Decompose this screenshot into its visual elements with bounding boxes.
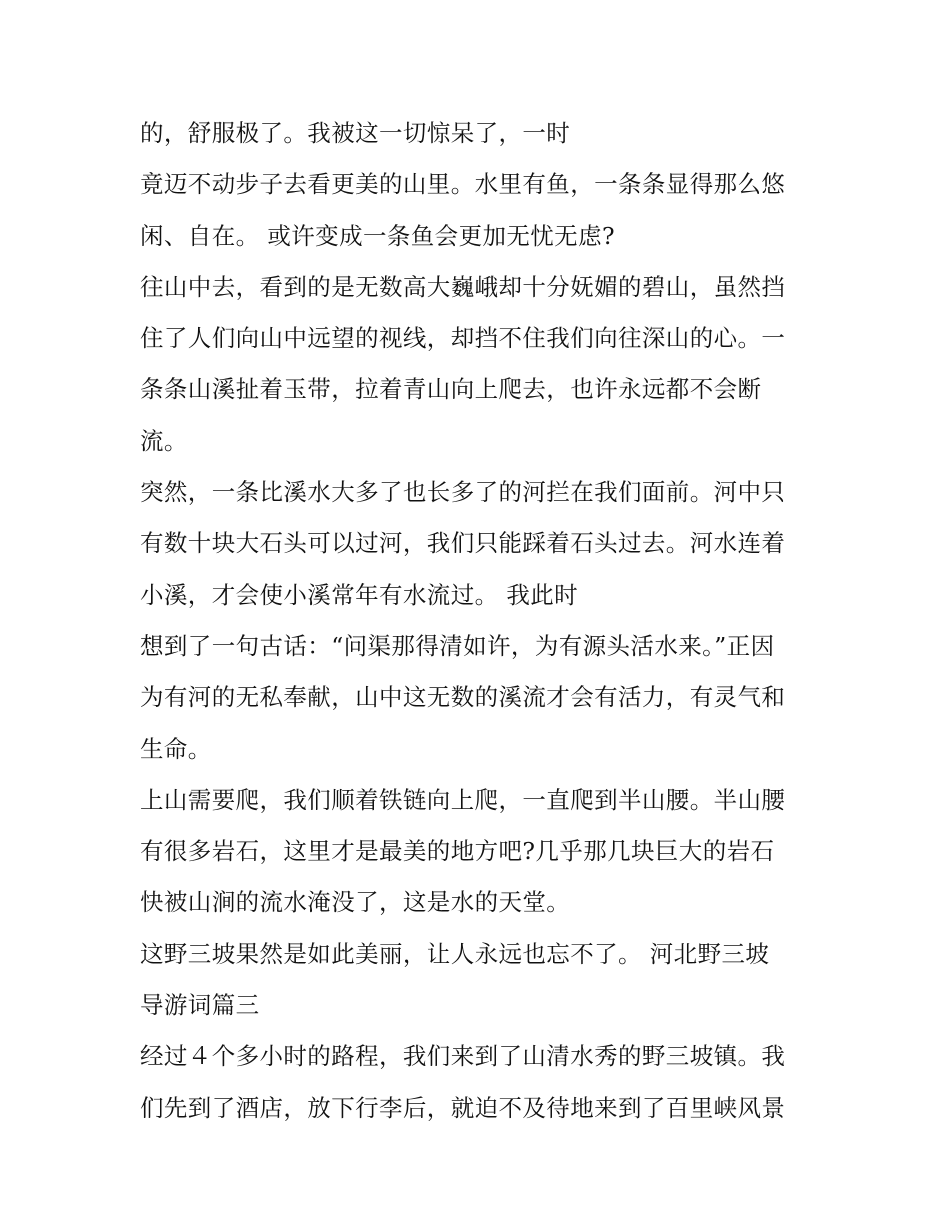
section-heading: 导游词篇三 bbox=[140, 991, 260, 1020]
text-line: 经过４个多小时的路程，我们来到了山清水秀的野三坡镇。我 bbox=[140, 1042, 786, 1071]
text-line: 有数十块大石头可以过河，我们只能踩着石头过去。河水连着 bbox=[140, 529, 786, 558]
text-line: 有很多岩石，这里才是最美的地方吧?几乎那几块巨大的岩石 bbox=[140, 837, 775, 866]
text-line: 竟迈不动步子去看更美的山里。水里有鱼，一条条显得那么悠 bbox=[140, 170, 786, 199]
text-line: 流。 bbox=[140, 426, 188, 455]
text-line: 们先到了酒店，放下行李后，就迫不及待地来到了百里峡风景 bbox=[140, 1093, 786, 1122]
text-line: 的，舒服极了。我被这一切惊呆了，一时 bbox=[140, 119, 571, 147]
text-line: 闲、自在。 或许变成一条鱼会更加无忧无虑? bbox=[140, 221, 615, 250]
text-line: 想到了一句古话：“问渠那得清如许，为有源头活水来。”正因 bbox=[140, 631, 775, 660]
text-line: 小溪，才会使小溪常年有水流过。 我此时 bbox=[140, 580, 579, 609]
text-line: 往山中去，看到的是无数高大巍峨却十分妩媚的碧山，虽然挡 bbox=[140, 272, 786, 301]
text-line: 住了人们向山中远望的视线，却挡不住我们向往深山的心。一 bbox=[140, 324, 786, 353]
text-line: 为有河的无私奉献，山中这无数的溪流才会有活力，有灵气和 bbox=[140, 683, 786, 712]
text-line: 生命。 bbox=[140, 734, 212, 763]
text-line: 突然，一条比溪水大多了也长多了的河拦在我们面前。河中只 bbox=[140, 478, 786, 507]
text-line: 快被山涧的流水淹没了，这是水的天堂。 bbox=[140, 888, 571, 917]
body-text bbox=[140, 108, 830, 1134]
text-line: 这野三坡果然是如此美丽，让人永远也忘不了。 河北野三坡 bbox=[140, 939, 770, 968]
text-line: 上山需要爬，我们顺着铁链向上爬，一直爬到半山腰。半山腰 bbox=[140, 785, 786, 814]
text-line: 条条山溪扯着玉带，拉着青山向上爬去，也许永远都不会断 bbox=[140, 375, 762, 404]
